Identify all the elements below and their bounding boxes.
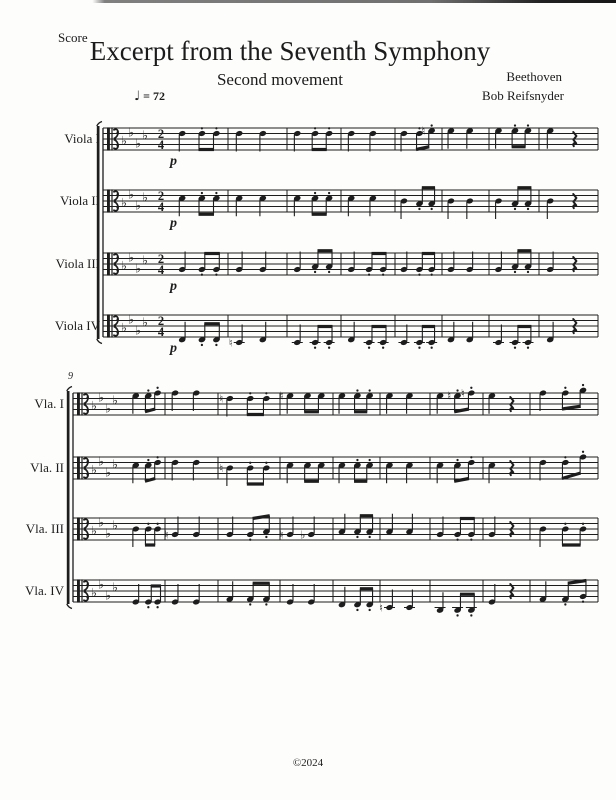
key-signature-flat: ♭ — [98, 514, 104, 530]
measure — [385, 514, 413, 535]
key-signature-flat: ♭ — [142, 314, 148, 330]
composer-credit: Beethoven — [506, 69, 562, 84]
measure — [400, 188, 436, 219]
quarter-note — [338, 514, 346, 535]
tempo-value: = 72 — [143, 89, 165, 103]
key-signature-flat: ♭ — [105, 587, 111, 603]
eighth-note-pair — [365, 254, 387, 276]
key-signature-flat: ♭ — [135, 260, 141, 276]
quarter-note — [493, 325, 504, 346]
quarter-note — [539, 390, 547, 411]
measure — [546, 127, 576, 148]
eighth-note-pair — [454, 456, 476, 481]
system-1 — [55, 122, 598, 357]
eighth-note-pair — [304, 462, 326, 481]
svg-text:♮: ♮ — [219, 461, 224, 475]
quarter-note — [385, 392, 393, 413]
key-signature-flat: ♭ — [128, 186, 134, 202]
quarter-note — [292, 325, 303, 346]
score-label: Score — [58, 30, 88, 45]
measure — [539, 451, 587, 481]
eighth-note-pair — [198, 127, 221, 149]
staff-viola-i — [64, 124, 598, 169]
quarter-note — [259, 130, 267, 151]
quarter-note — [132, 526, 140, 547]
quarter-note — [286, 584, 294, 605]
measure — [488, 461, 514, 483]
quarter-note — [171, 459, 179, 480]
quarter-note — [405, 514, 413, 535]
quarter-note — [436, 462, 444, 483]
quarter-note — [369, 130, 377, 151]
staff-label: Vla. I — [34, 396, 64, 411]
staff-vla-i — [34, 384, 598, 417]
key-signature-flat: ♭ — [98, 453, 104, 469]
quarter-note — [494, 198, 502, 219]
quarter-note — [447, 322, 455, 343]
staff-vla-iii — [26, 514, 598, 547]
quarter-note — [293, 195, 301, 216]
key-signature-flat: ♭ — [121, 257, 127, 273]
key-signature-flat: ♭ — [112, 517, 118, 533]
quarter-note — [447, 127, 455, 148]
quarter-note — [347, 130, 355, 151]
dynamic-marking: p — [170, 341, 177, 356]
quarter-note — [235, 130, 243, 151]
quarter-note — [400, 198, 408, 219]
eighth-note-pair — [364, 327, 389, 349]
svg-text:♮: ♮ — [228, 336, 233, 350]
quarter-note — [546, 198, 554, 219]
measure — [385, 392, 413, 413]
quarter-note — [178, 322, 186, 343]
staff-label: Viola III — [55, 256, 100, 271]
eighth-note-pair — [198, 324, 221, 346]
system-2 — [25, 371, 598, 617]
staff-label: Vla. III — [25, 521, 64, 536]
eighth-note-pair — [198, 254, 221, 276]
quarter-note — [435, 592, 446, 613]
quarter-note — [539, 526, 547, 547]
measure-number: 9 — [68, 371, 73, 382]
quarter-note — [385, 514, 393, 535]
quarter-note — [466, 198, 474, 219]
time-signature-numerator: 2 — [157, 251, 165, 266]
measure — [226, 516, 271, 541]
staff-label: Vla. II — [30, 460, 64, 475]
quarter-note — [347, 252, 355, 273]
svg-text:♮: ♮ — [164, 528, 169, 542]
measure — [488, 392, 514, 413]
quarter-note — [398, 325, 409, 346]
key-signature-flat: ♭ — [112, 392, 118, 408]
quarter-note — [178, 195, 186, 216]
arranger-credit: Bob Reifsnyder — [482, 88, 564, 103]
quarter-note — [369, 195, 377, 216]
staff-viola-ii — [60, 187, 598, 232]
eighth-note-pair — [415, 254, 435, 276]
quarter-note — [293, 252, 301, 273]
movement-subtitle: Second movement — [216, 70, 344, 89]
quarter-note — [192, 584, 200, 605]
key-signature-flat: ♭ — [112, 456, 118, 472]
time-signature-denominator: 4 — [157, 200, 165, 214]
eighth-note-pair — [310, 327, 335, 349]
key-signature-flat: ♭ — [135, 135, 141, 151]
quarter-note — [347, 322, 355, 343]
key-signature-flat: ♭ — [98, 576, 104, 592]
key-signature-flat: ♭ — [91, 461, 97, 477]
quarter-note — [235, 252, 243, 273]
quarter-note — [488, 517, 496, 538]
key-signature-flat: ♭ — [105, 464, 111, 480]
quarter-note — [192, 459, 200, 480]
quarter-note — [447, 252, 455, 273]
quarter-note — [385, 462, 393, 483]
quarter-note — [546, 322, 554, 343]
page-title: Excerpt from the Seventh Symphony — [89, 36, 491, 66]
quarter-note — [436, 392, 444, 413]
quarter-note — [192, 390, 200, 411]
time-signature-numerator: 2 — [157, 313, 165, 328]
quarter-note — [338, 392, 346, 413]
key-signature-flat: ♭ — [121, 194, 127, 210]
key-signature-flat: ♭ — [91, 397, 97, 413]
key-signature-flat: ♭ — [142, 127, 148, 143]
svg-text:♮: ♮ — [379, 601, 383, 615]
measure — [347, 195, 377, 216]
eighth-note-pair — [246, 392, 270, 414]
quarter-note — [404, 590, 415, 611]
staff-label: Viola IV — [54, 318, 100, 333]
quarter-note — [338, 587, 346, 608]
quarter-note — [338, 462, 346, 483]
staff-viola-iii — [56, 250, 598, 295]
staff-label: Viola II — [59, 193, 100, 208]
key-signature-flat: ♭ — [105, 525, 111, 541]
quarter-note — [235, 195, 243, 216]
eighth-note-pair — [561, 451, 587, 479]
key-signature-flat: ♭ — [142, 189, 148, 205]
measure — [447, 322, 474, 343]
dynamic-marking: p — [170, 154, 177, 169]
key-signature-flat: ♭ — [142, 252, 148, 268]
eighth-note-pair — [246, 462, 270, 484]
svg-text:♮: ♮ — [219, 392, 224, 406]
dynamic-marking: p — [170, 216, 177, 231]
quarter-note — [307, 584, 315, 605]
key-signature-flat: ♭ — [128, 249, 134, 265]
measure — [235, 195, 267, 216]
quarter-note — [494, 127, 502, 148]
eighth-note-pair — [144, 456, 161, 481]
quarter-note — [259, 252, 267, 273]
quarter-note — [192, 517, 200, 538]
measure — [539, 384, 587, 411]
measure — [286, 462, 325, 483]
eighth-note-pair — [510, 327, 534, 349]
key-signature-flat: ♭ — [121, 132, 127, 148]
key-signature-flat: ♭ — [135, 322, 141, 338]
key-signature-flat: ♭ — [98, 389, 104, 405]
quarter-note — [132, 392, 140, 413]
eighth-note-pair — [144, 586, 161, 608]
svg-text:♮: ♮ — [279, 389, 284, 403]
measure — [447, 127, 474, 148]
quarter-note — [488, 584, 496, 605]
quarter-note — [171, 584, 179, 605]
quarter-note — [539, 459, 547, 480]
quarter-note — [546, 252, 554, 273]
key-signature-flat: ♭ — [121, 319, 127, 335]
quarter-note — [226, 517, 234, 538]
quarter-note — [466, 322, 474, 343]
quarter-note — [400, 130, 408, 151]
key-signature-flat: ♭ — [91, 584, 97, 600]
staff-viola-iv — [55, 312, 598, 357]
quarter-note-icon: ♩ — [134, 89, 141, 104]
quarter-note — [178, 252, 186, 273]
dynamic-marking: p — [170, 279, 177, 294]
quarter-note — [436, 517, 444, 538]
svg-text:♮: ♮ — [421, 124, 426, 138]
eighth-note-pair — [561, 384, 587, 409]
key-signature-flat: ♭ — [128, 311, 134, 327]
quarter-note — [226, 581, 234, 602]
quarter-note — [405, 462, 413, 483]
eighth-note-pair — [246, 516, 270, 541]
quarter-note — [494, 252, 502, 273]
quarter-note — [293, 130, 301, 151]
eighth-note-pair — [454, 519, 476, 541]
quarter-note — [400, 252, 408, 273]
quarter-note — [178, 130, 186, 151]
eighth-note-pair — [144, 387, 161, 412]
svg-text:♭: ♭ — [300, 528, 306, 542]
quarter-note — [405, 392, 413, 413]
key-signature-flat: ♭ — [91, 522, 97, 538]
key-signature-flat: ♭ — [112, 579, 118, 595]
time-signature-denominator: 4 — [157, 325, 165, 339]
eighth-note-pair — [304, 392, 326, 411]
measure — [338, 587, 374, 611]
svg-text:♮: ♮ — [279, 528, 284, 542]
time-signature-denominator: 4 — [157, 263, 165, 277]
measure — [385, 462, 413, 483]
eighth-note-pair — [353, 589, 373, 611]
time-signature-numerator: 2 — [157, 188, 165, 203]
eighth-note-pair — [561, 523, 587, 545]
key-signature-flat: ♭ — [105, 400, 111, 416]
quarter-note — [171, 390, 179, 411]
eighth-note-pair — [452, 594, 477, 616]
quarter-note — [488, 392, 496, 413]
eighth-note-pair — [447, 387, 475, 412]
quarter-note — [286, 462, 294, 483]
svg-text:♮: ♮ — [447, 389, 452, 403]
quarter-note — [132, 584, 140, 605]
quarter-note — [539, 581, 547, 602]
eighth-note-pair — [414, 327, 437, 349]
measure — [178, 322, 220, 346]
measure — [435, 592, 477, 616]
staff-label: Vla. IV — [25, 583, 64, 598]
quarter-note — [132, 462, 140, 483]
staff-label: Viola I — [64, 131, 100, 146]
copyright-notice: ©2024 — [292, 757, 324, 769]
quarter-note — [259, 322, 267, 343]
quarter-note — [466, 252, 474, 273]
quarter-note — [466, 127, 474, 148]
eighth-note-pair — [311, 127, 333, 149]
staff-vla-iv — [25, 577, 598, 617]
quarter-note — [488, 462, 496, 483]
key-signature-flat: ♭ — [128, 124, 134, 140]
svg-text:♮: ♮ — [460, 386, 465, 400]
quarter-note — [546, 127, 554, 148]
quarter-note — [347, 195, 355, 216]
time-signature-denominator: 4 — [157, 138, 165, 152]
key-signature-flat: ♭ — [135, 197, 141, 213]
quarter-note — [259, 195, 267, 216]
quarter-note — [447, 198, 455, 219]
eighth-note-pair — [144, 523, 161, 545]
time-signature-numerator: 2 — [157, 126, 165, 141]
measure — [494, 188, 532, 219]
staff-vla-ii — [30, 451, 598, 486]
